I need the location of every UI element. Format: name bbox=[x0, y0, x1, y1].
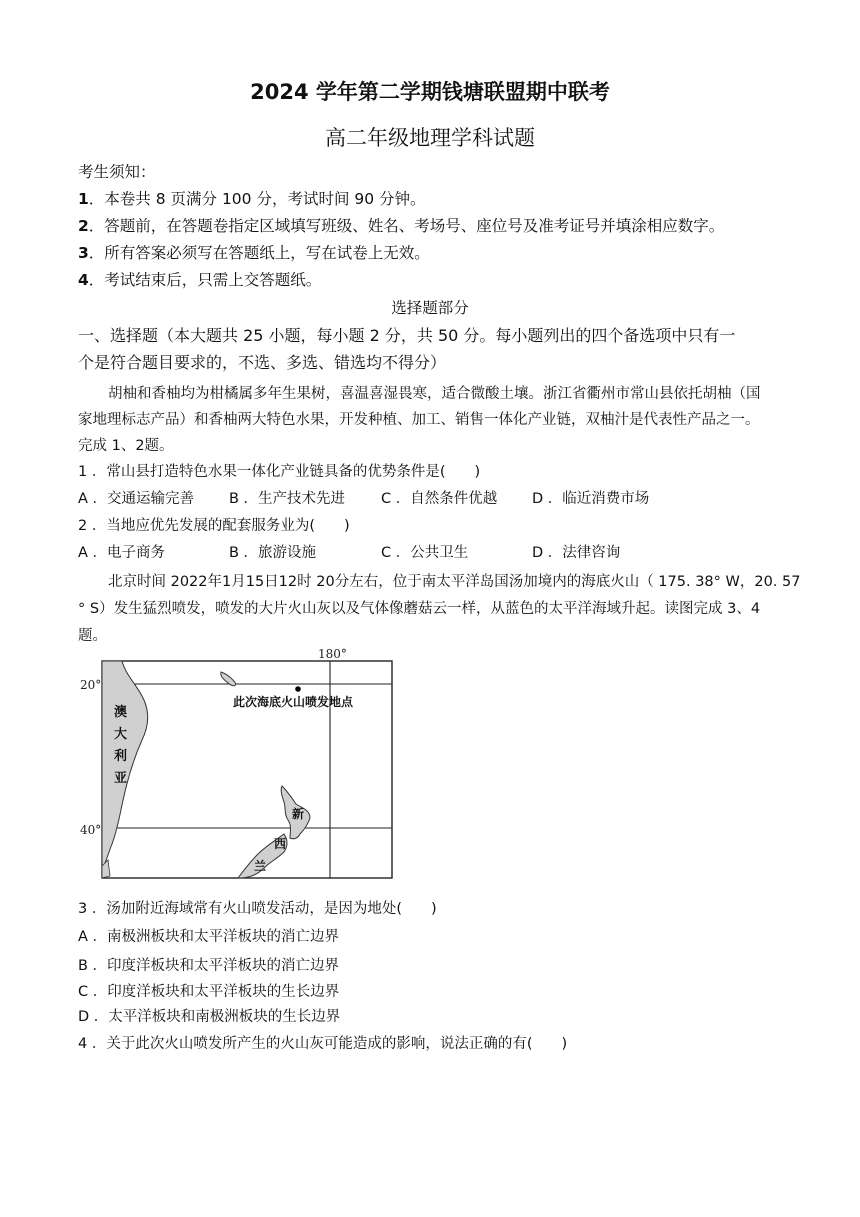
notice-item-number: 4 bbox=[78, 271, 89, 289]
exam-subtitle: 高二年级地理学科试题 bbox=[325, 126, 535, 150]
passage-line: ° S）发生猛烈喷发，喷发的大片火山灰以及气体像蘑菇云一样，从蓝色的太平洋海域升起。读图完成 3、4 bbox=[78, 601, 761, 617]
question-stem: 2 ．当地应优先发展的配套服务业为( ) bbox=[78, 518, 350, 534]
new-zealand-label-char: 兰 bbox=[254, 859, 267, 873]
answer-option-b[interactable]: B ．旅游设施 bbox=[229, 545, 317, 561]
passage-line: 家地理标志产品）和香柚两大特色水果，开发种植、加工、销售一体化产业链，双柚汁是代表性产品之一。 bbox=[78, 412, 760, 428]
eruption-point-marker bbox=[295, 686, 301, 692]
answer-option-a[interactable]: A ．交通运输完善 bbox=[78, 491, 195, 507]
section-intro-line: 个是符合题目要求的，不选、多选、错选均不得分） bbox=[78, 353, 447, 372]
new-zealand-label-char: 新 bbox=[292, 807, 305, 821]
answer-option-a[interactable]: A ．电子商务 bbox=[78, 545, 166, 561]
new-zealand-label-char: 西 bbox=[274, 837, 287, 851]
passage-line: 北京时间 2022年1月15日12时 20分左右，位于南太平洋岛国汤加境内的海底火山（ 175. 38° W，20. 57 bbox=[108, 574, 801, 590]
notice-item bbox=[78, 187, 426, 209]
answer-option-c[interactable]: C ．公共卫生 bbox=[381, 545, 469, 561]
latitude-label-40: 40° bbox=[80, 823, 102, 837]
eruption-location-label: 此次海底火山喷发地点 bbox=[233, 695, 354, 709]
answer-option-d[interactable]: D ．临近消费市场 bbox=[532, 491, 650, 507]
question-stem: 3 ．汤加附近海域常有火山喷发活动，是因为地处( ) bbox=[78, 901, 437, 917]
latitude-label-20: 20° bbox=[80, 678, 102, 692]
notice-item bbox=[78, 214, 724, 236]
answer-option-d[interactable]: D ．太平洋板块和南极洲板块的生长边界 bbox=[78, 1009, 341, 1025]
question-stem: 1 ．常山县打造特色水果一体化产业链具备的优势条件是( ) bbox=[78, 464, 481, 480]
longitude-label-180: 180° bbox=[318, 648, 347, 661]
notice-heading: 考生须知： bbox=[78, 163, 156, 181]
australia-label-char: 利 bbox=[114, 749, 128, 764]
notice-item-text: ．考试结束后，只需上交答题纸。 bbox=[88, 271, 322, 289]
exam-title: 2024 学年第二学期钱塘联盟期中联考 bbox=[250, 80, 610, 104]
notice-item-text: ．所有答案必须写在答题纸上，写在试卷上无效。 bbox=[88, 244, 430, 262]
volcano-location-map bbox=[78, 648, 398, 883]
answer-option-b[interactable]: B ．生产技术先进 bbox=[229, 491, 346, 507]
notice-item bbox=[78, 241, 430, 263]
map-frame bbox=[102, 661, 392, 878]
notice-item-text: ．答题前，在答题卷指定区域填写班级、姓名、考场号、座位号及准考证号并填涂相应数字。 bbox=[88, 217, 725, 235]
notice-item bbox=[78, 268, 321, 290]
notice-item-text: ．本卷共 8 页满分 100 分，考试时间 90 分钟。 bbox=[88, 190, 426, 208]
passage-line: 完成 1、2题。 bbox=[78, 438, 174, 454]
answer-option-a[interactable]: A ．南极洲板块和太平洋板块的消亡边界 bbox=[78, 929, 340, 945]
answer-option-b[interactable]: B ．印度洋板块和太平洋板块的消亡边界 bbox=[78, 958, 340, 974]
question-stem: 4 ．关于此次火山喷发所产生的火山灰可能造成的影响，说法正确的有( ) bbox=[78, 1036, 568, 1052]
section-intro-line: 一、选择题（本大题共 25 小题，每小题 2 分，共 50 分。每小题列出的四个备选项中只有一 bbox=[78, 326, 736, 345]
australia-label-char: 澳 bbox=[114, 705, 128, 720]
passage-line: 胡柚和香柚均为柑橘属多年生果树，喜温喜湿畏寒，适合微酸土壤。浙江省衢州市常山县依托胡柚（国 bbox=[108, 386, 761, 402]
answer-option-d[interactable]: D ．法律咨询 bbox=[532, 545, 621, 561]
passage-line: 题。 bbox=[78, 628, 107, 644]
notice-item-number: 2 bbox=[78, 217, 89, 235]
notice-item-number: 1 bbox=[78, 190, 89, 208]
answer-option-c[interactable]: C ．自然条件优越 bbox=[381, 491, 498, 507]
answer-option-c[interactable]: C ．印度洋板块和太平洋板块的生长边界 bbox=[78, 984, 340, 1000]
notice-item-number: 3 bbox=[78, 244, 89, 262]
map-svg bbox=[78, 648, 398, 883]
australia-label-char: 大 bbox=[114, 727, 128, 742]
australia-label-char: 亚 bbox=[114, 771, 128, 786]
section-heading: 选择题部分 bbox=[391, 299, 469, 317]
